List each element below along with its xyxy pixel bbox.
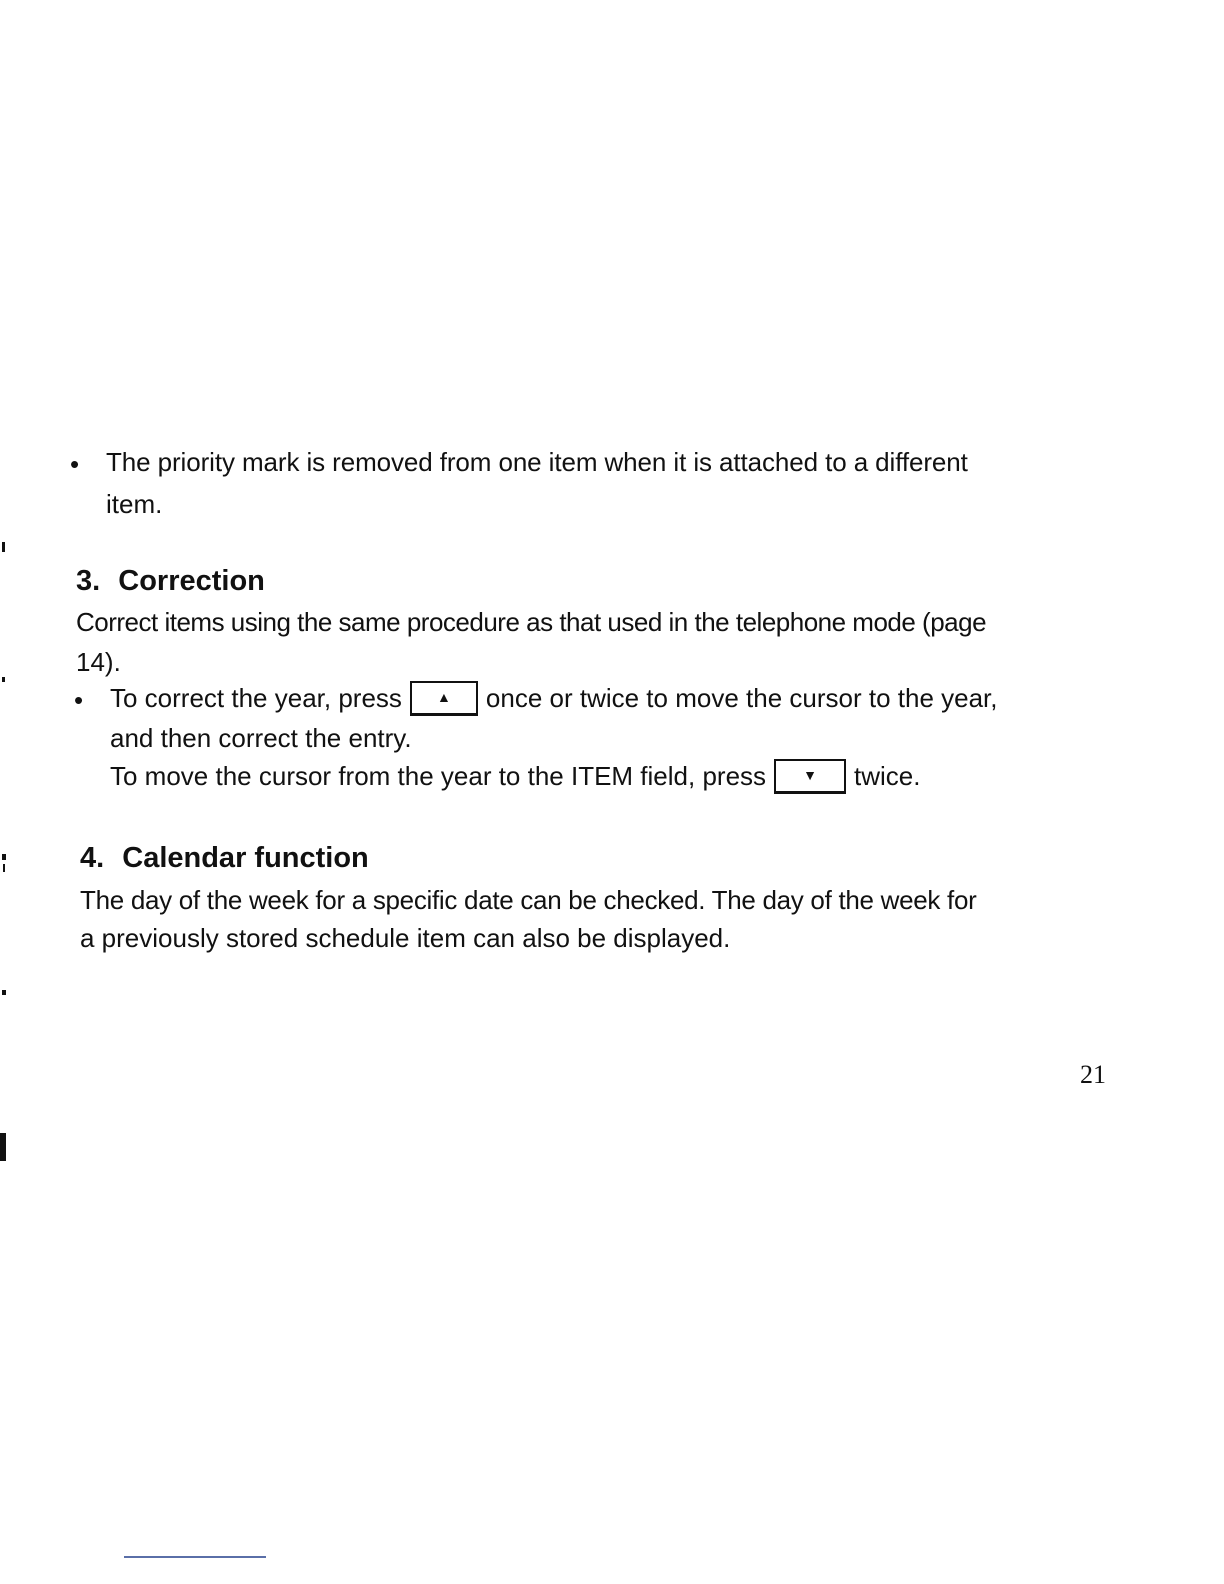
bullet-priority-line-1: The priority mark is removed from one item when it is attached to a different [106,447,968,477]
down-arrow-icon: ▼ [803,766,817,783]
section-3-para-line-1: Correct items using the same procedure as that used in the telephone mode (page [76,607,987,637]
scan-mark [2,677,5,682]
section-3-bullet-line-2: and then correct the entry. [110,723,412,753]
section-3-title: Correction [118,565,265,597]
scan-mark [0,1133,6,1161]
scan-mark [2,542,5,552]
scan-mark [3,864,5,872]
bullet-line-3-before: To move the cursor from the year to the ITEM field, press [110,761,767,791]
section-4-para-line-2: a previously stored schedule item can also be displayed. [80,923,731,953]
down-key-symbol [774,759,846,794]
bullet-dot: • [70,449,80,479]
up-key-symbol [410,681,478,716]
scan-mark [2,854,6,860]
bottom-rule [124,1556,266,1558]
section-3-para-line-2: 14). [76,647,121,677]
page-number: 21 [1080,1060,1106,1089]
bullet-line-3-after: twice. [854,761,921,791]
section-3-bullet-line-1 [110,678,998,718]
section-3-bullet-line-3 [110,756,921,796]
section-3-number: 3. [76,565,101,597]
section-4-para-line-1: The day of the week for a specific date can be checked. The day of the week for [80,885,977,915]
section-4-title: Calendar function [122,842,369,874]
bullet-line-1-before: To correct the year, press [110,683,402,713]
section-3-heading [76,561,265,601]
section-4-heading [80,838,369,878]
up-arrow-icon: ▲ [436,688,451,705]
bullet-priority-line-2: item. [106,489,163,519]
section-4-number: 4. [80,842,105,874]
bullet-line-1-after: once or twice to move the cursor to the year, [485,683,998,713]
bullet-dot: • [74,685,84,715]
scan-mark [2,990,6,995]
